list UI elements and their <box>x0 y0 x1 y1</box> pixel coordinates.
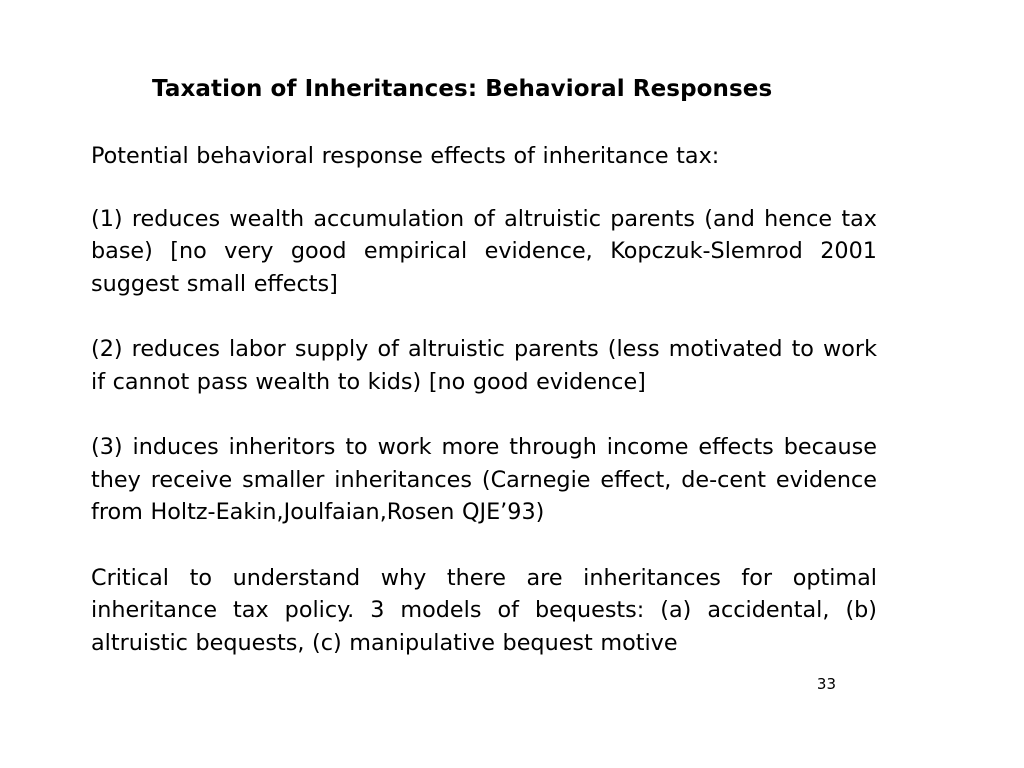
conclusion-paragraph: Critical to understand why there are inheritances for optimal inheritance tax policy. 3 models of bequests: (a) accidental, (b) altruistic bequests, (c) manipulative bequest motive <box>91 564 877 656</box>
intro-paragraph: Potential behavioral response effects of inheritance tax: <box>91 143 720 169</box>
page-number: 33 <box>816 675 836 693</box>
point-1-paragraph: (1) reduces wealth accumulation of altruistic parents (and hence tax base) [no very good empirical evidence, Kopczuk-Slemrod 2001 suggest small effects] <box>91 205 877 297</box>
point-3-paragraph: (3) induces inheritors to work more through income effects because they receive smaller inheritances (Carnegie effect, de-cent evidence from Holtz-Eakin,Joulfaian,Rosen QJE’93) <box>91 434 877 525</box>
slide-title: Taxation of Inheritances: Behavioral Responses <box>152 76 773 102</box>
slide-body <box>91 140 877 659</box>
point-2-paragraph: (2) reduces labor supply of altruistic parents (less motivated to work if cannot pass wealth to kids) [no good evidence] <box>91 336 877 395</box>
